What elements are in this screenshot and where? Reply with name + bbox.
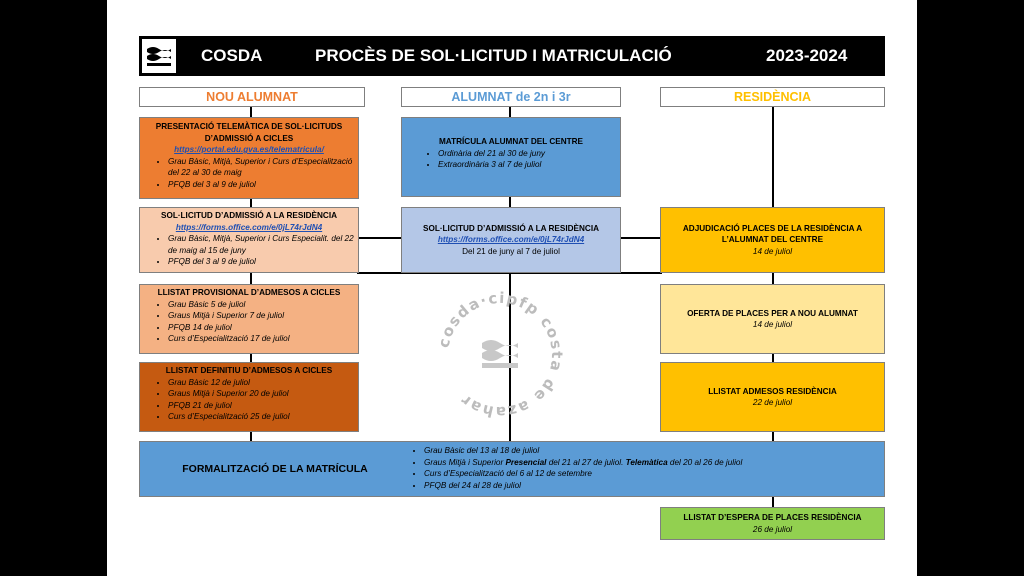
header-title: PROCÈS DE SOL·LICITUD I MATRICULACIÓ — [315, 46, 672, 65]
box-title: MATRÍCULA ALUMNAT DEL CENTRE — [438, 137, 584, 146]
header-org: COSDA — [201, 46, 263, 65]
box-formalitzacio-matricula — [139, 441, 885, 497]
watermark-text: cosda·cipfp costa de azahar — [434, 288, 567, 422]
list-item: • Grau Bàsic del 13 al 18 de juliol — [424, 445, 878, 457]
text-segment: del 20 al 26 de juliol — [667, 457, 743, 467]
box-llistat-definitiu — [139, 362, 359, 432]
box-date: Del 21 de juny al 7 de juliol — [462, 246, 560, 256]
text-segment: del 21 al 27 de juliol. — [546, 457, 626, 467]
watermark-seal — [430, 285, 570, 425]
box-title: LLISTAT D’ESPERA DE PLACES RESIDÈNCIA — [683, 513, 862, 522]
box-title: SOL·LICITUD D’ADMISSIÓ A LA RESIDÈNCIA — [422, 223, 600, 233]
box-title: ADJUDICACIÓ PLACES DE LA RESIDÈNCIA A L’ALUMNAT DEL CENTRE — [682, 223, 863, 245]
box-title: LLISTAT DEFINITIU D’ADMESOS A CICLES — [165, 366, 333, 375]
box-llistat-admesos-residencia — [660, 362, 885, 432]
box-title: LLISTAT ADMESOS RESIDÈNCIA — [708, 386, 837, 396]
box-llistat-provisional — [139, 284, 359, 354]
column-header-residencia: RESIDÈNCIA — [660, 87, 885, 107]
box-presentacio-telematica — [139, 117, 359, 199]
list-item: • PFQB 14 de juliol — [168, 322, 354, 334]
list-item: • PFQB del 3 al 9 de juliol — [168, 256, 354, 268]
slide — [107, 0, 917, 576]
box-date: 26 de juliol — [752, 524, 793, 534]
box-date: 14 de juliol — [752, 320, 793, 329]
residencia-form-link[interactable]: https://forms.office.com/e/0jL74rJdN4 — [175, 222, 323, 232]
box-sollicitud-residencia-nou — [139, 207, 359, 273]
cosda-logo — [142, 39, 176, 73]
box-date: 14 de juliol — [752, 246, 793, 256]
list-item: • Curs d’Especialització del 6 al 12 de setembre — [424, 468, 878, 480]
list-item: • Graus Mitjà i Superior 7 de juliol — [168, 310, 354, 322]
list-item — [424, 457, 878, 469]
telematricula-link[interactable]: https://portal.edu.gva.es/telematricula/ — [174, 145, 324, 154]
box-title: SOL·LICITUD D’ADMISSIÓ A LA RESIDÈNCIA — [160, 211, 338, 220]
column-header-alumnat-2n-3r: ALUMNAT de 2n i 3r — [401, 87, 621, 107]
box-title: LLISTAT PROVISIONAL D’ADMESOS A CICLES — [157, 288, 341, 297]
header-bar — [139, 36, 885, 76]
box-sollicitud-residencia-centre — [401, 207, 621, 273]
box-date: 22 de juliol — [752, 398, 793, 407]
residencia-form-link[interactable]: https://forms.office.com/e/0jL74rJdN4 — [437, 235, 585, 245]
list-item: • PFQB 21 de juliol — [168, 400, 354, 412]
formalitzacio-title: FORMALITZACIÓ DE LA MATRÍCULA — [182, 463, 368, 476]
list-item: • PFQB del 3 al 9 de juliol — [168, 179, 354, 191]
box-adjudicacio-places — [660, 207, 885, 273]
list-item: • Graus Mitjà i Superior 20 de juliol — [168, 388, 354, 400]
list-item: • Curs d’Especialització 25 de juliol — [168, 411, 354, 423]
list-item: • Ordinària del 21 al 30 de juny — [438, 148, 616, 160]
watermark-logo-icon — [482, 340, 518, 368]
text-segment-bold: Presencial — [505, 457, 547, 467]
box-title: OFERTA DE PLACES PER A NOU ALUMNAT — [687, 308, 858, 318]
list-item: • Curs d’Especialització 17 de juliol — [168, 333, 354, 345]
box-matricula-alumnat-centre — [401, 117, 621, 197]
text-segment-bold: Telemàtica — [625, 457, 668, 467]
box-llistat-espera — [660, 507, 885, 540]
list-item: • Grau Bàsic, Mitjà, Superior i Curs d’Especialització del 22 al 30 de maig — [168, 156, 354, 179]
list-item: • PFQB del 24 al 28 de juliol — [424, 480, 878, 492]
text-segment: Graus Mitjà i Superior — [424, 457, 506, 467]
box-oferta-places — [660, 284, 885, 354]
column-header-nou-alumnat: NOU ALUMNAT — [139, 87, 365, 107]
box-title: PRESENTACIÓ TELEMÀTICA DE SOL·LICITUDS D’ADMISSIÓ A CICLES — [155, 122, 343, 143]
list-item: • Grau Bàsic 5 de juliol — [168, 299, 354, 311]
list-item: • Extraordinària 3 al 7 de juliol — [438, 159, 616, 171]
list-item: • Grau Bàsic 12 de juliol — [168, 377, 354, 389]
header-year: 2023-2024 — [766, 46, 848, 65]
list-item: • Grau Bàsic, Mitjà, Superior i Curs Especialit. del 22 de maig al 15 de juny — [168, 233, 354, 256]
